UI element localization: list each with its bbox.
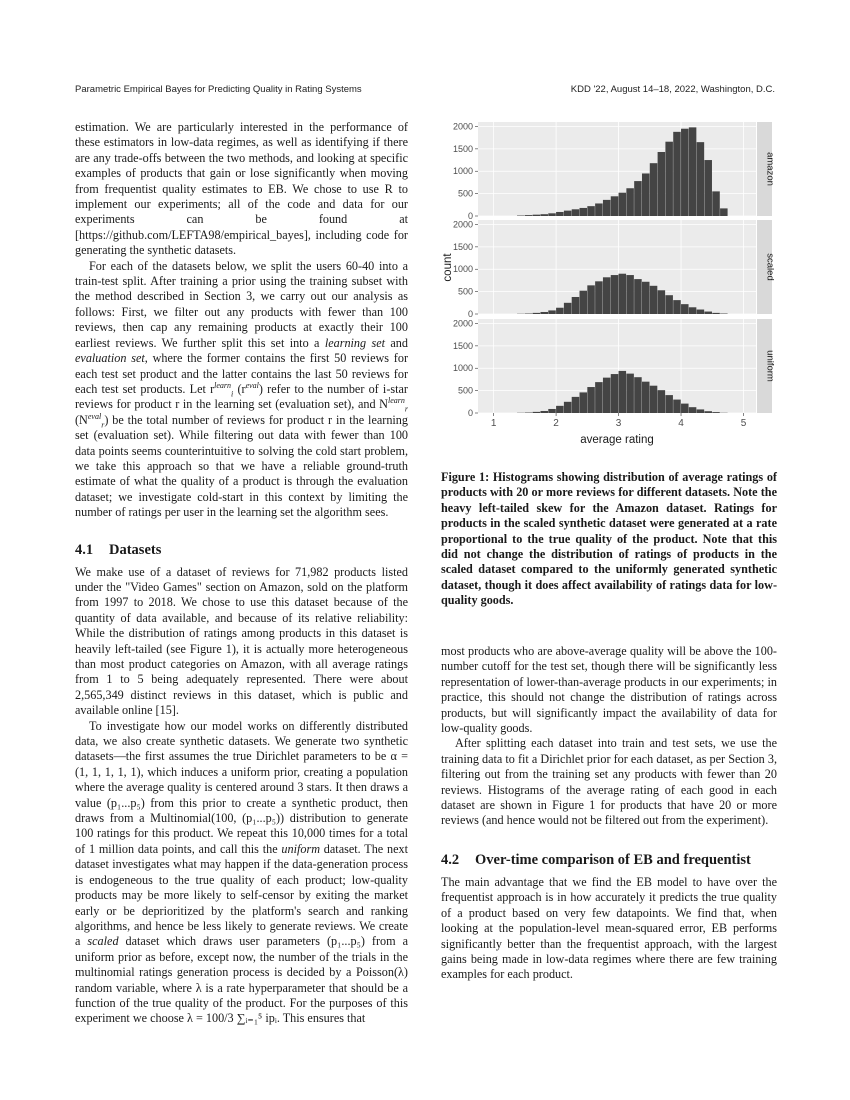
paragraph: The main advantage that we find the EB model to have over the frequentist approach is in how accurately it predicts the true quality of a product based on very few datapoints. We find that, when looking at the population-level mean-squared error, EB performs significantly better than the frequentist approach, with the largest gains being made in low-data regimes where there are few training examples for each product. bbox=[441, 874, 777, 982]
histogram-bar bbox=[712, 412, 720, 413]
histogram-bar bbox=[626, 275, 634, 314]
y-tick-label: 500 bbox=[457, 286, 473, 297]
y-tick-label: 500 bbox=[457, 385, 473, 396]
facet-label: amazon bbox=[764, 152, 776, 186]
histogram-bar bbox=[658, 152, 666, 216]
histogram-bar bbox=[572, 297, 580, 314]
y-tick-label: 2000 bbox=[452, 318, 473, 329]
right-column bbox=[441, 644, 777, 983]
histogram-bar bbox=[658, 290, 666, 314]
histogram-bar bbox=[611, 374, 619, 413]
histogram-bar bbox=[642, 173, 650, 216]
running-header-venue: KDD '22, August 14–18, 2022, Washington, D.C. bbox=[570, 84, 775, 95]
histogram-bar bbox=[697, 142, 705, 216]
histogram-bar bbox=[650, 386, 658, 413]
histogram-bar bbox=[665, 295, 673, 314]
histogram-bar bbox=[525, 215, 533, 216]
histogram-bar bbox=[650, 163, 658, 216]
histogram-bar bbox=[611, 196, 619, 216]
paragraph: We make use of a dataset of reviews for 71,982 products listed under the "Video Games" section on Amazon, sold on the platform from 1997 to 2018. We chose to use this dataset because of the quantity of data available, and because of its relative reliability: While the distribution of ratings among products in this dataset is heavily left-tailed (see Figure 1), it is actually more heterogeneous than most product categories on Amazon, with all average ratings from 1 to 5 being adequately represented. There were about 2,565,349 distinct reviews in this dataset, which is public and available online [15]. bbox=[75, 564, 408, 718]
histogram-bar bbox=[642, 382, 650, 413]
section-heading-datasets: 4.1 Datasets bbox=[75, 541, 162, 558]
histogram-bar bbox=[572, 397, 580, 413]
histogram-bar bbox=[587, 387, 595, 413]
histogram-bar bbox=[673, 132, 681, 216]
histogram-bar bbox=[712, 313, 720, 314]
x-axis-label: average rating bbox=[580, 434, 654, 446]
histogram-bar bbox=[697, 310, 705, 314]
histogram-bar bbox=[704, 411, 712, 413]
histogram-bar bbox=[533, 313, 541, 314]
histogram-bar bbox=[681, 304, 689, 314]
section-heading-over-time: 4.2 Over-time comparison of EB and frequentist bbox=[441, 851, 751, 868]
histogram-bar bbox=[626, 188, 634, 216]
y-tick-label: 0 bbox=[467, 309, 473, 319]
histogram-bar bbox=[564, 211, 572, 216]
histogram-bar bbox=[533, 215, 541, 216]
histogram-bar bbox=[580, 392, 588, 413]
histogram-bar bbox=[704, 312, 712, 314]
histogram-bar bbox=[689, 407, 697, 413]
figure-1-histograms bbox=[441, 116, 777, 456]
histogram-bar bbox=[595, 281, 603, 314]
histogram-bar bbox=[603, 277, 611, 314]
left-column bbox=[75, 120, 408, 1027]
histogram-bar bbox=[587, 206, 595, 216]
histogram-bar bbox=[587, 285, 595, 314]
histogram-bar bbox=[634, 181, 642, 216]
histogram-bar bbox=[619, 193, 627, 216]
histogram-bar bbox=[556, 212, 564, 216]
histogram-bar bbox=[619, 371, 627, 413]
paragraph: For each of the datasets below, we split the users 60-40 into a train-test split. After training a prior using the training subset with the method described in Section 3, we carry out our analysis as follows: First, we filter out any products with fewer than 100 reviews, then cap any remaining products at exactly their 100 earliest reviews. We further split this set into a learning set and evaluation set, where the former contains the first 50 reviews for each test set product and the latter contains the last 50 reviews for each test set products. Let $r^{learn}_i$ $(r^{eval})$ refer to the number of i-star reviews for product r in the learning set (evaluation set), and $N^{learn}_r$ $(N^{eval}_r)$ be the total number of reviews for product r in the learning set (evaluation set). While filtering out data with fewer than 100 data points seems counterintuitive to solving the cold start problem, we take this approach so that we have a reliable ground-truth estimate of what the quality of a product is through the evaluation dataset; we investigate cold-start in this context by limiting the number of ratings per user in the learning set the algorithm sees. bbox=[75, 258, 409, 520]
histogram-bar bbox=[681, 404, 689, 413]
histogram-bar bbox=[540, 214, 548, 216]
histogram-bar bbox=[603, 378, 611, 413]
y-tick-label: 1500 bbox=[452, 143, 473, 154]
y-tick-label: 1500 bbox=[452, 340, 473, 351]
y-axis-label: count bbox=[442, 253, 454, 282]
y-tick-label: 1000 bbox=[452, 363, 473, 374]
histogram-bar bbox=[689, 127, 697, 216]
histogram-bar bbox=[665, 395, 673, 413]
facet-label: uniform bbox=[764, 350, 776, 382]
histogram-bar bbox=[681, 129, 689, 216]
histogram-bar bbox=[548, 310, 556, 314]
histogram-bar bbox=[556, 406, 564, 413]
histogram-bar bbox=[697, 409, 705, 413]
y-tick-label: 1000 bbox=[452, 166, 473, 177]
y-tick-label: 500 bbox=[457, 188, 473, 199]
paragraph: To investigate how our model works on differently distributed data, we also create synthetic datasets. We generate two synthetic datasets—the first assumes the true Dirichlet parameters to be α = (1, 1, 1, 1, 1), which induces a uniform prior, creating a population where the average quality is centered around 3 stars. It then draws a value (p₁...p₅) from this prior to create a synthetic product, then draws from a Multinomial(100, (p₁...p₅)) distribution to generate 100 ratings for this product. We repeat this 10,000 times for a total of 1 million data points, and call this the uniform dataset. The next dataset investigates what may happen if the data-generation process is endogeneous to the true quality of each product; low-quality products may be more likely to self-censor by exiting the market early or be deprioritized by the platform's search and ranking algorithms, and hence be less likely to generate reviews. We create a scaled dataset which draws user parameters (p₁...p₅) from a uniform prior as before, except now, the number of the trials in the multinomial ratings generation process is decided by a Poisson(λ) random variable, where λ is a rate hyperparameter that should be a function of the true quality of the product. For the purposes of this experiment we choose λ = 100/3 ∑ᵢ₌₁⁵ ipᵢ. This ensures that bbox=[75, 718, 408, 1026]
x-tick-label: 2 bbox=[553, 418, 559, 429]
x-tick-label: 3 bbox=[615, 418, 622, 429]
histogram-bar bbox=[572, 209, 580, 216]
facet-label: scaled bbox=[764, 253, 776, 281]
histogram-bar bbox=[658, 390, 666, 413]
histogram-bar bbox=[712, 191, 720, 216]
histogram-bar bbox=[611, 275, 619, 314]
histogram-bar bbox=[665, 142, 673, 216]
y-tick-label: 0 bbox=[467, 408, 473, 418]
figure-caption: Figure 1: Histograms showing distribution of average ratings of products with 20 or more reviews for different datasets. Note the heavy left-tailed skew for the Amazon dataset. Ratings for products in the scaled synthetic dataset were generated at a rate proportional to the true quality of the product. Note that this did not change the distribution of ratings of products in the scaled dataset compared to the uniformly generated synthetic dataset, though it does affect availability of ratings data for low-quality goods. bbox=[441, 470, 777, 608]
y-tick-label: 2000 bbox=[452, 121, 473, 132]
histogram-bar bbox=[720, 208, 728, 216]
histogram-bar bbox=[673, 300, 681, 314]
histogram-bar bbox=[533, 412, 541, 413]
histogram-bar bbox=[580, 291, 588, 314]
histogram-bar bbox=[626, 374, 634, 413]
histogram-bar bbox=[540, 312, 548, 314]
histogram-bar bbox=[595, 203, 603, 216]
histogram-bar bbox=[673, 400, 681, 413]
histogram-bar bbox=[564, 402, 572, 413]
y-tick-label: 2000 bbox=[452, 219, 473, 230]
histogram-bar bbox=[595, 382, 603, 413]
x-tick-label: 1 bbox=[490, 418, 497, 429]
y-tick-label: 1000 bbox=[452, 264, 473, 275]
running-header-title: Parametric Empirical Bayes for Predicting Quality in Rating Systems bbox=[75, 84, 362, 95]
histogram-bar bbox=[704, 160, 712, 216]
histogram-bar bbox=[634, 377, 642, 413]
histogram-bar bbox=[564, 303, 572, 314]
x-tick-label: 5 bbox=[740, 418, 747, 429]
histogram-bar bbox=[634, 279, 642, 314]
y-tick-label: 0 bbox=[467, 211, 473, 221]
histogram-bar bbox=[556, 308, 564, 314]
histogram-bar bbox=[619, 274, 627, 314]
histogram-bar bbox=[650, 286, 658, 314]
paragraph: estimation. We are particularly interested in the performance of these estimators in low-data regimes, as well as identifying if there are any trade-offs between the two methods, and looking at specific examples of products that gain or lose significantly when moving from frequentist quality estimates to EB. We chose to use R to implement our experiments; all of the code and data for our experiments can be found at [https://github.com/LEFTA98/empirical_bayes], including code for generating the synthetic datasets. bbox=[75, 120, 408, 258]
paragraph: After splitting each dataset into train and test sets, we use the training data to fit a Dirichlet prior for each dataset, as per Section 3, filtering out from the training set any products with fewer than 20 reviews. Histograms of the average rating of each good in each dataset are shown in Figure 1 for products that have 20 or more reviews (and hence would not be filtered out from the experiment). bbox=[441, 736, 777, 828]
histogram-bar bbox=[548, 409, 556, 413]
x-tick-label: 4 bbox=[678, 418, 684, 429]
histogram-bar bbox=[540, 411, 548, 413]
histogram-bar bbox=[548, 213, 556, 216]
histogram-bar bbox=[603, 200, 611, 216]
histogram-bar bbox=[642, 282, 650, 314]
histogram-bar bbox=[689, 307, 697, 314]
histogram-chart bbox=[441, 116, 777, 456]
histogram-bar bbox=[580, 208, 588, 216]
y-tick-label: 1500 bbox=[452, 241, 473, 252]
paragraph: most products who are above-average quality will be above the 100-number cutoff for the test set, though there will be significantly less representation of lower-than-average products in our experiments; in practice, this should not change the distribution of ratings across products, but will significantly impact the availability of data for low-quality goods. bbox=[441, 644, 777, 736]
